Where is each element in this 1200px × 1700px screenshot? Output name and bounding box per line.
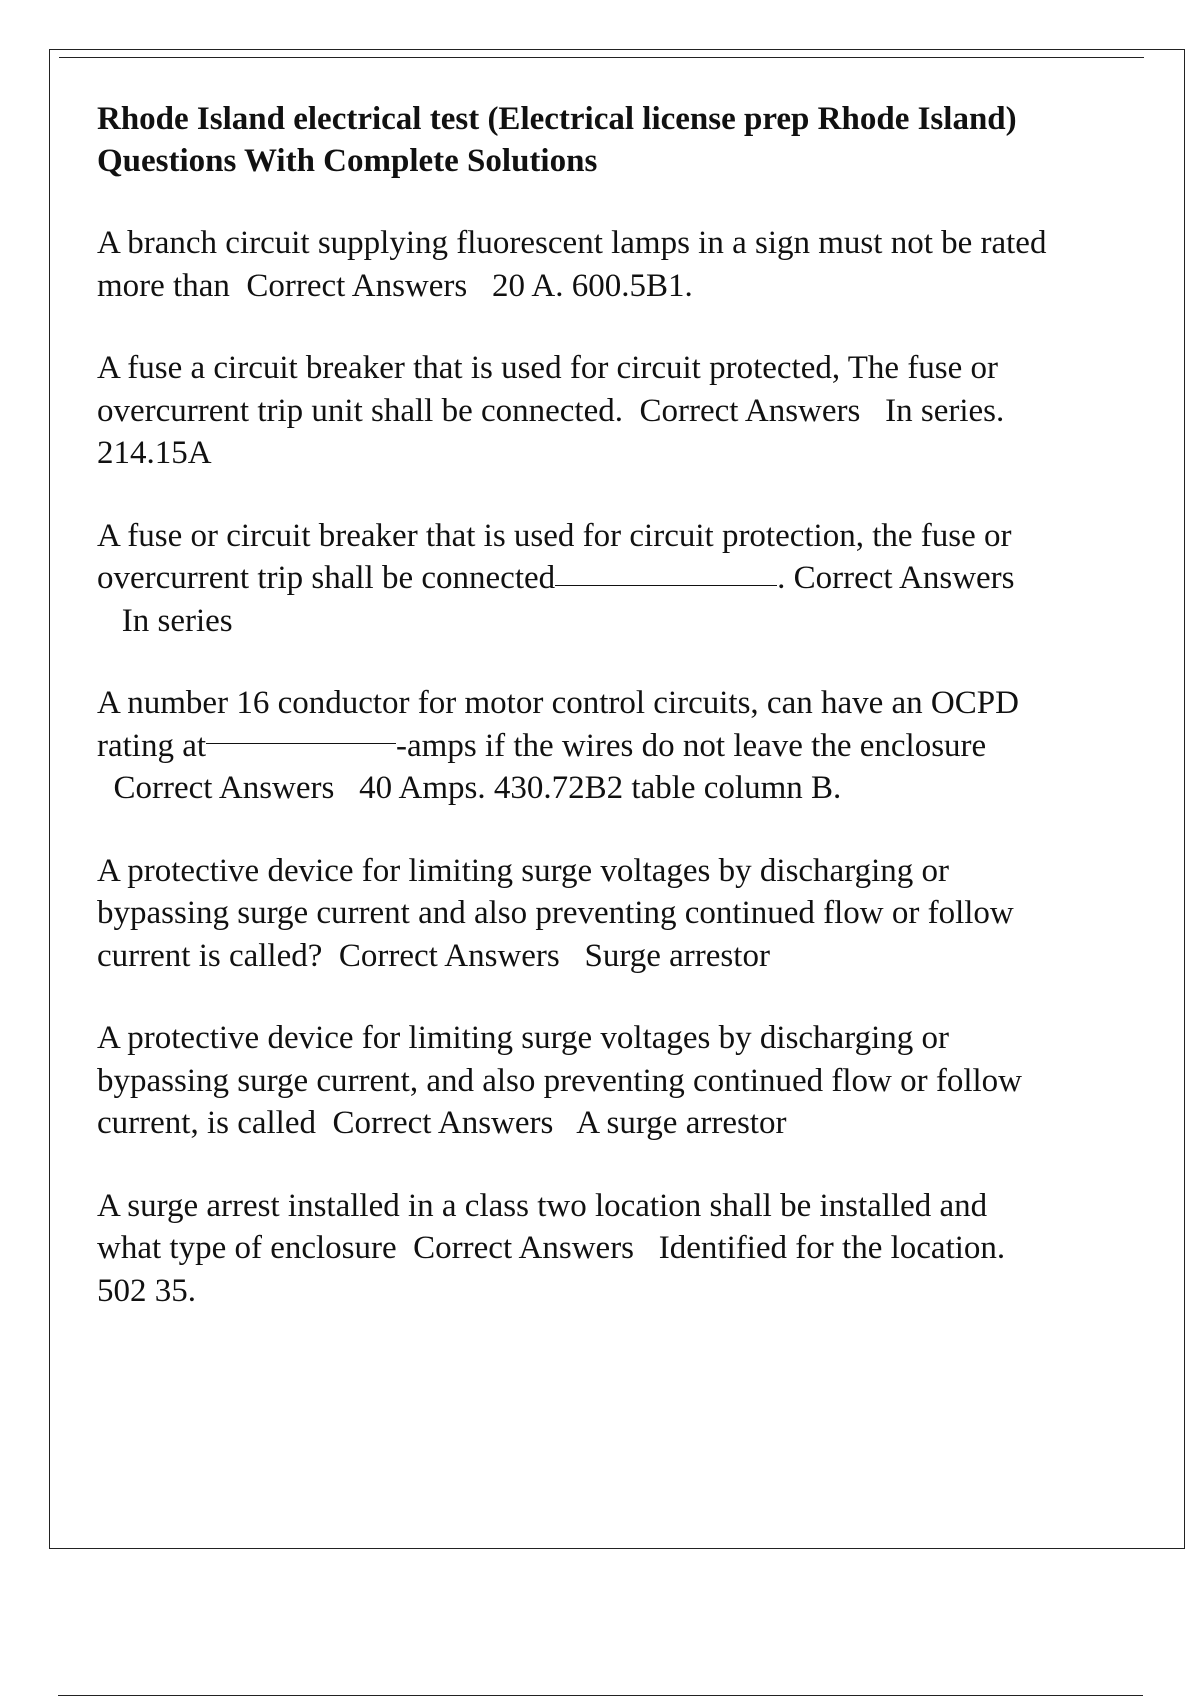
- document-title: Rhode Island electrical test (Electrical license prep Rhode Island) Questions With Complete Solutions: [97, 101, 1017, 179]
- answer-text: 20 A. 600.5B1.: [492, 267, 693, 304]
- document-content: [97, 98, 1057, 1352]
- qa-item-6: [97, 1017, 1057, 1145]
- top-double-rule: [59, 57, 1144, 58]
- qa-item-2: [97, 347, 1057, 475]
- qa-item-1: [97, 222, 1057, 307]
- question-text: A fuse or circuit breaker that is used for circuit protection, the fuse or overcurrent trip shall be connected: [97, 517, 1012, 596]
- question-text: A surge arrest installed in a class two location shall be installed and what type of enclosure: [97, 1187, 988, 1266]
- answer-blank-line: [206, 743, 396, 744]
- question-text: A protective device for limiting surge voltages by discharging or bypassing surge current, and also preventing continued flow or follow current, is called: [97, 1020, 1023, 1141]
- answer-label: Correct Answers: [639, 392, 861, 429]
- answer-label: Correct Answers: [246, 267, 468, 304]
- question-text: A number 16 conductor for motor control circuits, can have an OCPD rating at: [97, 685, 1019, 764]
- question-text-end: .: [777, 560, 786, 596]
- answer-label: Correct Answers: [413, 1230, 635, 1266]
- qa-item-7: [97, 1185, 1057, 1313]
- qa-item-4: [97, 682, 1057, 810]
- qa-item-5: [97, 850, 1057, 978]
- answer-text: Identified for the location. 502 35.: [97, 1230, 1006, 1309]
- answer-blank-underline: [555, 585, 777, 586]
- bottom-rule: [58, 1695, 1143, 1696]
- answer-label: Correct Answers: [338, 937, 560, 974]
- question-text-end: -amps if the wires do not leave the enclosure: [396, 727, 987, 764]
- answer-text: Surge arrestor: [584, 937, 770, 974]
- answer-text: A surge arrestor: [576, 1105, 787, 1141]
- answer-text: In series. 214.15A: [97, 392, 1005, 471]
- answer-label: Correct Answers: [332, 1105, 554, 1141]
- answer-text: 40 Amps. 430.72B2 table column B.: [359, 770, 842, 806]
- question-text: A branch circuit supplying fluorescent lamps in a sign must not be rated more than: [97, 225, 1047, 304]
- question-text: A fuse a circuit breaker that is used for circuit protected, The fuse or overcurrent trip unit shall be connected.: [97, 350, 999, 429]
- qa-item-3: [97, 515, 1057, 643]
- answer-label: Correct Answers: [113, 770, 335, 806]
- answer-label: Correct Answers: [793, 560, 1015, 596]
- answer-text: In series: [121, 602, 233, 639]
- question-text: A protective device for limiting surge voltages by discharging or bypassing surge current and also preventing continued flow or follow current is called?: [97, 852, 1014, 974]
